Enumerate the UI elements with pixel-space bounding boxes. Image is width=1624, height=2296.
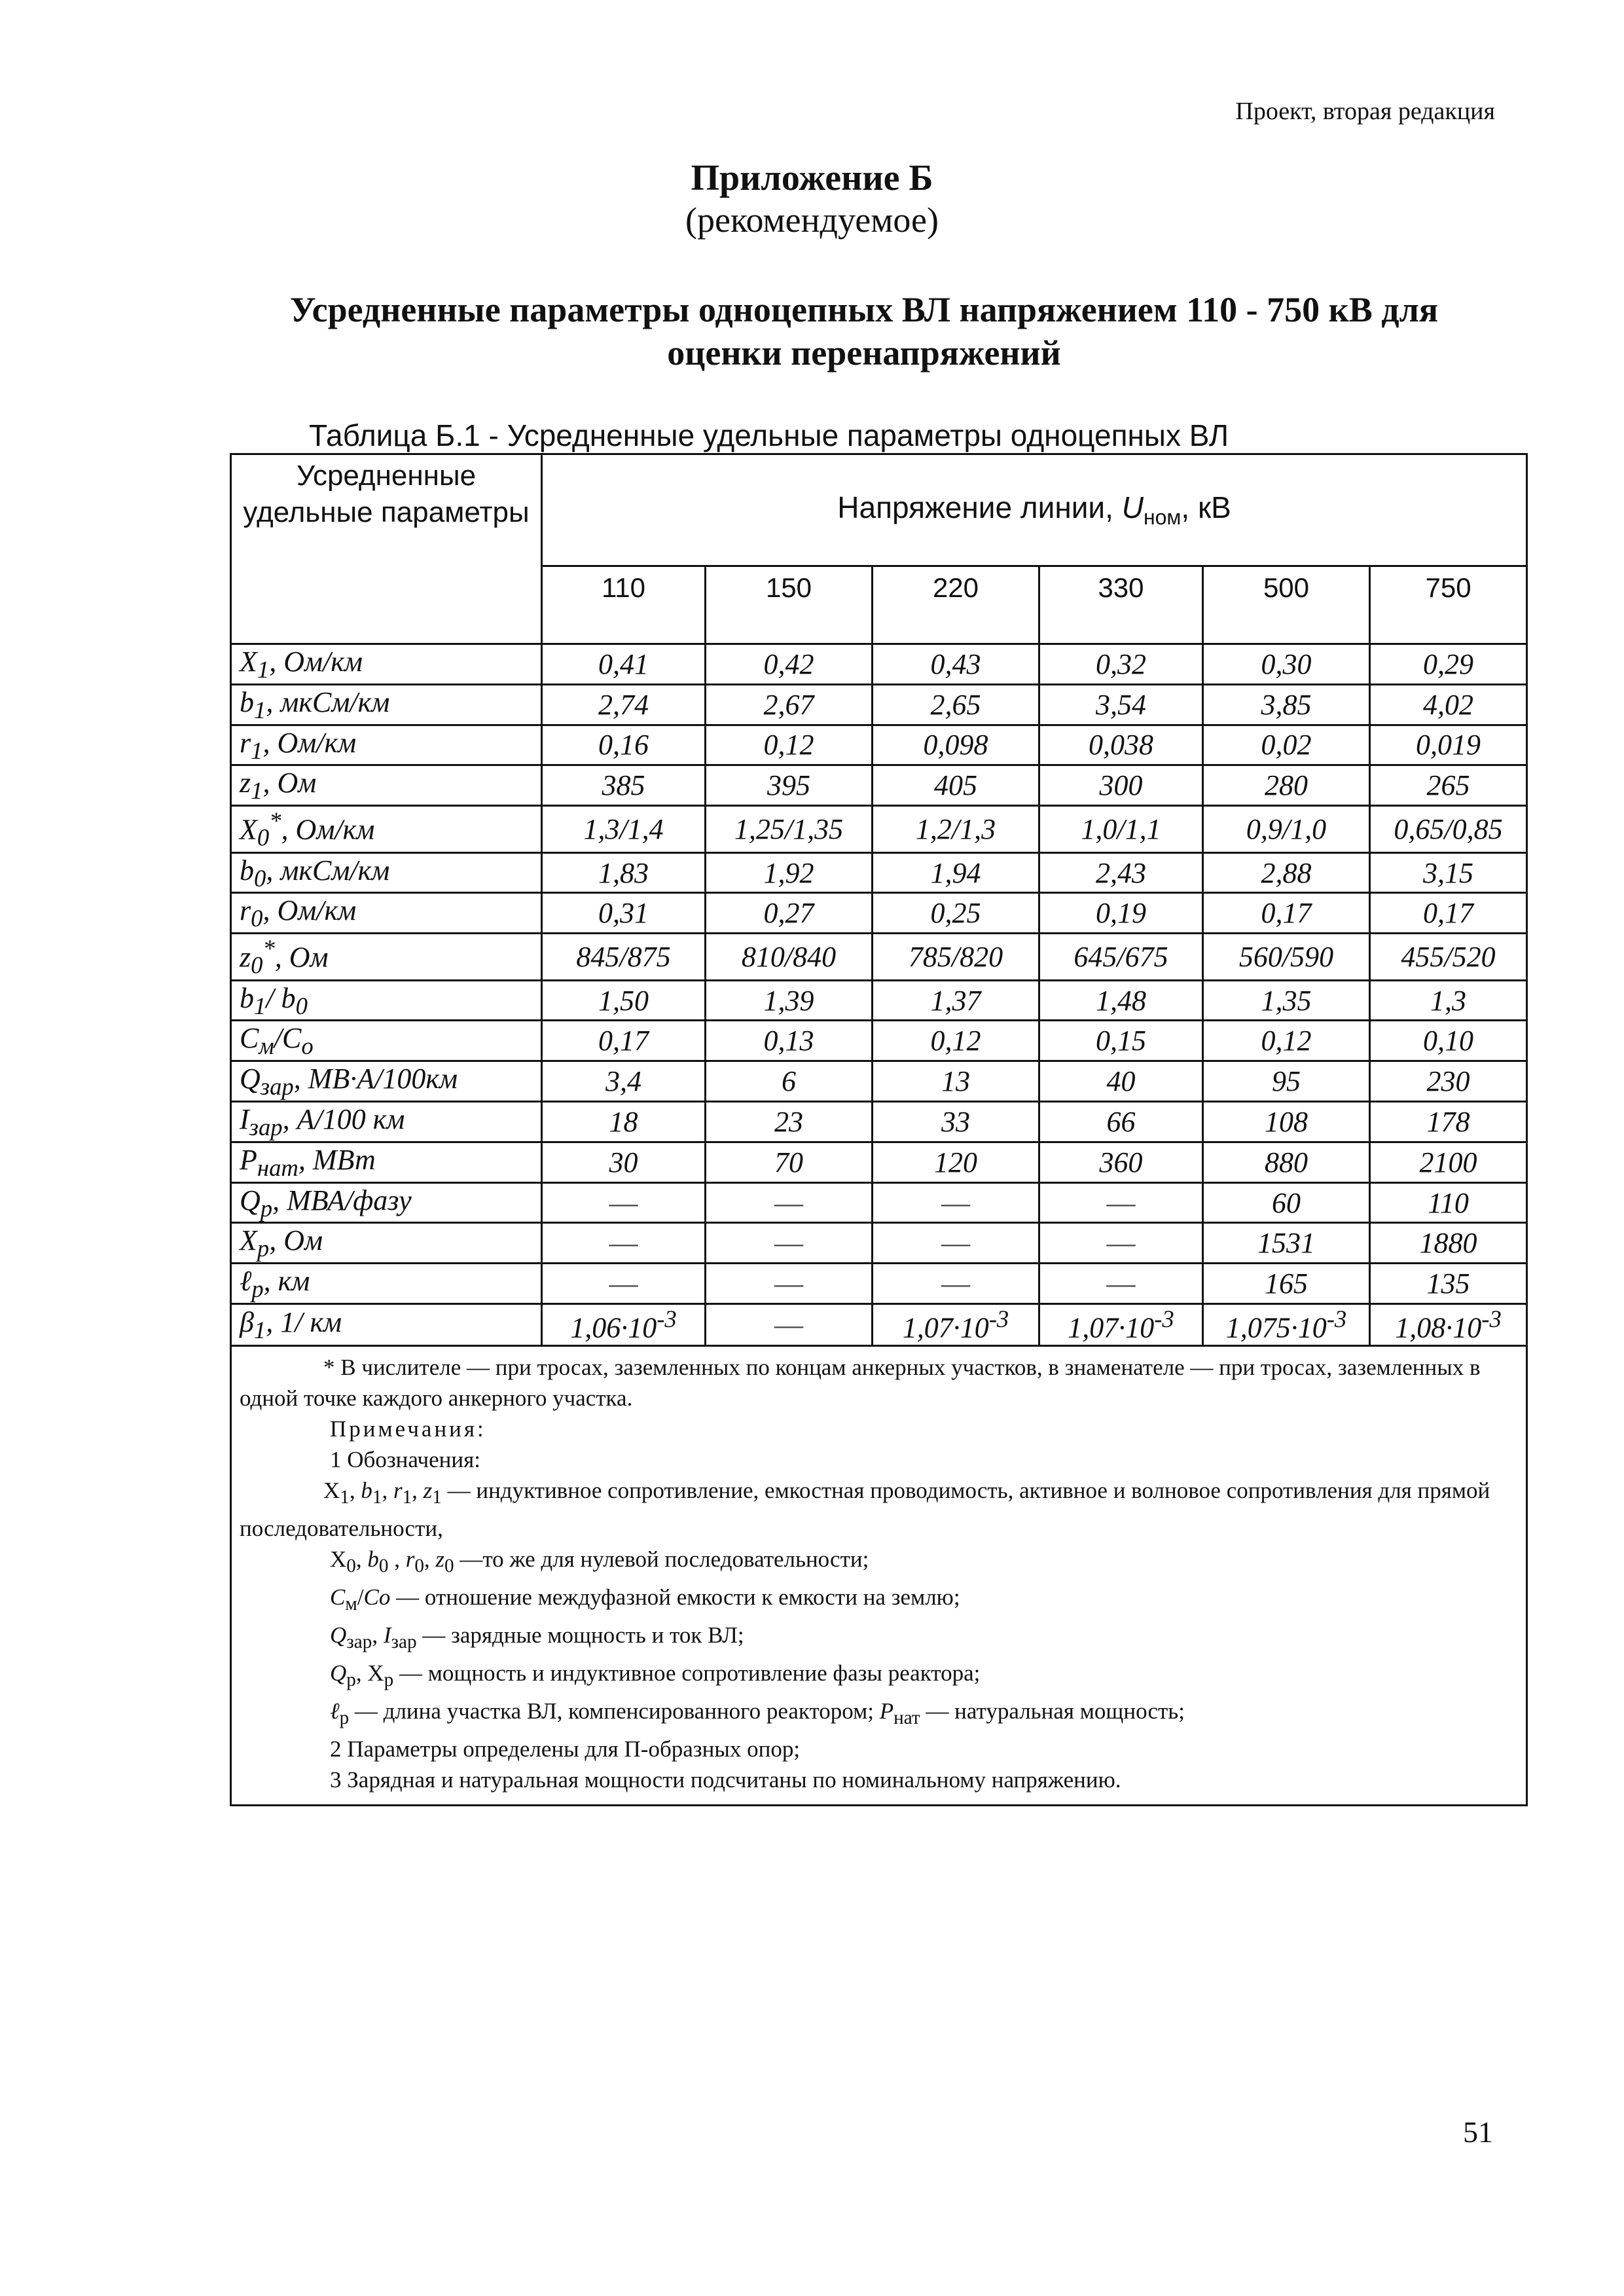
value-cell: 60 — [1203, 1182, 1370, 1223]
value-cell: 3,15 — [1370, 852, 1527, 893]
param-name-cell: $z_0^*$, Ом — [231, 934, 542, 980]
value-cell: 0,10 — [1370, 1021, 1527, 1061]
note-line: 1 Обозначения: — [330, 1446, 480, 1472]
param-name-cell: $\beta_1$, 1/ км — [231, 1304, 542, 1346]
param-name-cell: $I_{зар}$, А/100 км — [231, 1102, 542, 1142]
table-row — [231, 1304, 1527, 1346]
value-cell: 1,50 — [542, 980, 706, 1021]
value-cell: 108 — [1203, 1102, 1370, 1142]
param-name-cell: $z_1$, Ом — [231, 765, 542, 806]
table-row — [231, 644, 1527, 685]
value-cell: 0,65/0,85 — [1370, 806, 1527, 852]
value-cell: 1531 — [1203, 1223, 1370, 1264]
value-cell: 1,37 — [873, 980, 1039, 1021]
note-line: 2 Параметры определены для П-образных опор; — [330, 1736, 801, 1762]
table-row — [231, 1061, 1527, 1102]
value-cell: — — [542, 1182, 706, 1223]
value-cell: 1,39 — [706, 980, 873, 1021]
value-cell: 785/820 — [873, 934, 1039, 980]
table-row — [231, 765, 1527, 806]
value-cell: 0,9/1,0 — [1203, 806, 1370, 852]
value-cell: — — [873, 1223, 1039, 1264]
draft-status-label: Проект, вторая редакция — [1235, 98, 1495, 125]
value-cell: $1,08\cdot 10^{-3}$ — [1370, 1304, 1527, 1346]
value-cell: 0,17 — [542, 1021, 706, 1061]
value-cell: — — [542, 1264, 706, 1304]
param-column-header: Усредненные удельные параметры — [231, 454, 542, 644]
appendix-heading — [0, 157, 1624, 241]
document-title-line-2: оценки перенапряжений — [667, 333, 1061, 373]
table-row — [231, 893, 1527, 934]
value-cell: 1,35 — [1203, 980, 1370, 1021]
value-cell: — — [1039, 1264, 1203, 1304]
value-cell: 0,27 — [706, 893, 873, 934]
voltage-header-text: Напряжение линии, $U_{ном}$, кВ — [837, 490, 1231, 530]
param-name-cell: $C_м/C_o$ — [231, 1021, 542, 1061]
value-cell: — — [1039, 1182, 1203, 1223]
value-cell: 0,15 — [1039, 1021, 1203, 1061]
value-cell: 1880 — [1370, 1223, 1527, 1264]
value-cell: 33 — [873, 1102, 1039, 1142]
table-row — [231, 1223, 1527, 1264]
param-name-cell: $r_0$, Ом/км — [231, 893, 542, 934]
document-title-line-1: Усредненные параметры одноцепных ВЛ напряжением 110 - 750 кВ для — [289, 290, 1439, 329]
appendix-subtitle: (рекомендуемое) — [685, 200, 939, 240]
param-name-cell: $X_0^*$, Ом/км — [231, 806, 542, 852]
value-cell: — — [873, 1264, 1039, 1304]
table-row — [231, 980, 1527, 1021]
value-cell: 360 — [1039, 1142, 1203, 1182]
value-cell: 0,31 — [542, 893, 706, 934]
value-cell: 3,54 — [1039, 684, 1203, 725]
value-cell: 0,19 — [1039, 893, 1203, 934]
value-cell: 845/875 — [542, 934, 706, 980]
value-cell: 0,42 — [706, 644, 873, 685]
note-line: $Q_{зар}$, $I_{зар}$ — зарядные мощность и ток ВЛ; — [330, 1622, 744, 1652]
notes-cell — [231, 1345, 1527, 1805]
value-cell: 0,019 — [1370, 725, 1527, 765]
voltage-cell: 500 — [1203, 566, 1370, 644]
value-cell: 0,43 — [873, 644, 1039, 685]
value-cell: 0,12 — [873, 1021, 1039, 1061]
value-cell: 2,43 — [1039, 852, 1203, 893]
note-line: 3 Зарядная и натуральная мощности подсчитаны по номинальному напряжению. — [330, 1766, 1121, 1793]
value-cell: 178 — [1370, 1102, 1527, 1142]
param-name-cell: $b_1/$ $b_0$ — [231, 980, 542, 1021]
voltage-cell: 110 — [542, 566, 706, 644]
value-cell: 280 — [1203, 765, 1370, 806]
value-cell: 0,17 — [1203, 893, 1370, 934]
value-cell: 0,32 — [1039, 644, 1203, 685]
value-cell: 40 — [1039, 1061, 1203, 1102]
notes-title: Примечания: — [330, 1415, 486, 1442]
param-name-cell: $r_1$, Ом/км — [231, 725, 542, 765]
value-cell: $1,07\cdot 10^{-3}$ — [873, 1304, 1039, 1346]
table-row — [231, 684, 1527, 725]
table-row — [231, 1142, 1527, 1182]
table-row — [231, 1021, 1527, 1061]
value-cell: 1,48 — [1039, 980, 1203, 1021]
param-name-cell: $X_р$, Ом — [231, 1223, 542, 1264]
value-cell: 1,0/1,1 — [1039, 806, 1203, 852]
value-cell: 120 — [873, 1142, 1039, 1182]
document-title — [223, 288, 1506, 374]
voltage-cell: 220 — [873, 566, 1039, 644]
value-cell: 265 — [1370, 765, 1527, 806]
table-caption: Таблица Б.1 - Усредненные удельные параметры одноцепных ВЛ — [309, 418, 1229, 452]
value-cell: 1,25/1,35 — [706, 806, 873, 852]
table-row — [231, 1264, 1527, 1304]
value-cell: 0,02 — [1203, 725, 1370, 765]
value-cell: 1,92 — [706, 852, 873, 893]
parameters-table — [230, 453, 1528, 1806]
value-cell: 300 — [1039, 765, 1203, 806]
value-cell: 3,4 — [542, 1061, 706, 1102]
value-cell: 560/590 — [1203, 934, 1370, 980]
notes-row — [231, 1345, 1527, 1805]
value-cell: 0,25 — [873, 893, 1039, 934]
value-cell: 2100 — [1370, 1142, 1527, 1182]
note-line: $X_1$, $b_1$, $r_1$, $z_1$ — индуктивное сопротивление, емкостная проводимость, активное и волновое сопротивления для прямой последовательности, — [240, 1477, 1490, 1541]
value-cell: 0,12 — [1203, 1021, 1370, 1061]
value-cell: 13 — [873, 1061, 1039, 1102]
note-line: $C_м/Co$ — отношение междуфазной емкости к емкости на землю; — [330, 1584, 960, 1614]
value-cell: 385 — [542, 765, 706, 806]
param-name-cell: ℓ$_р$, км — [231, 1264, 542, 1304]
value-cell: 0,29 — [1370, 644, 1527, 685]
value-cell: 0,12 — [706, 725, 873, 765]
value-cell: 0,038 — [1039, 725, 1203, 765]
param-name-cell: $Q_{зар}$, МВ·А/100км — [231, 1061, 542, 1102]
value-cell: $1,06\cdot 10^{-3}$ — [542, 1304, 706, 1346]
value-cell: 23 — [706, 1102, 873, 1142]
value-cell: 1,2/1,3 — [873, 806, 1039, 852]
param-name-cell: $b_0$, мкСм/км — [231, 852, 542, 893]
value-cell: — — [873, 1182, 1039, 1223]
value-cell: — — [706, 1223, 873, 1264]
value-cell: — — [706, 1304, 873, 1346]
value-cell: $1,075\cdot 10^{-3}$ — [1203, 1304, 1370, 1346]
voltage-header — [542, 454, 1527, 566]
voltage-cell: 330 — [1039, 566, 1203, 644]
value-cell: 18 — [542, 1102, 706, 1142]
value-cell: 1,94 — [873, 852, 1039, 893]
value-cell: 455/520 — [1370, 934, 1527, 980]
value-cell: 810/840 — [706, 934, 873, 980]
note-line: ℓ$_р$ — длина участка ВЛ, компенсированного реактором; $P_{нат}$ — натуральная мощность; — [330, 1698, 1185, 1728]
value-cell: — — [1039, 1223, 1203, 1264]
note-line: $X_0$, $b_0$ , $r_0$, $z_0$ —то же для нулевой последовательности; — [330, 1546, 869, 1576]
param-name-cell: $b_1$, мкСм/км — [231, 684, 542, 725]
value-cell: 135 — [1370, 1264, 1527, 1304]
value-cell: 0,16 — [542, 725, 706, 765]
table-row — [231, 806, 1527, 852]
value-cell: — — [706, 1182, 873, 1223]
value-cell: 95 — [1203, 1061, 1370, 1102]
table-row — [231, 725, 1527, 765]
value-cell: 2,65 — [873, 684, 1039, 725]
value-cell: 1,3/1,4 — [542, 806, 706, 852]
value-cell: 395 — [706, 765, 873, 806]
value-cell: 0,41 — [542, 644, 706, 685]
value-cell: 0,17 — [1370, 893, 1527, 934]
table-row — [231, 852, 1527, 893]
value-cell: 645/675 — [1039, 934, 1203, 980]
value-cell: 2,67 — [706, 684, 873, 725]
table-header-row — [231, 454, 1527, 566]
value-cell: 110 — [1370, 1182, 1527, 1223]
value-cell: $1,07\cdot 10^{-3}$ — [1039, 1304, 1203, 1346]
value-cell: 6 — [706, 1061, 873, 1102]
value-cell: 0,098 — [873, 725, 1039, 765]
value-cell: 4,02 — [1370, 684, 1527, 725]
value-cell: 1,3 — [1370, 980, 1527, 1021]
value-cell: 2,88 — [1203, 852, 1370, 893]
page-number: 51 — [1463, 2115, 1493, 2149]
note-line: $Q_р$, $X_р$ — мощность и индуктивное сопротивление фазы реактора; — [330, 1660, 981, 1690]
value-cell: 405 — [873, 765, 1039, 806]
value-cell: 0,30 — [1203, 644, 1370, 685]
value-cell: 66 — [1039, 1102, 1203, 1142]
param-name-cell: $P_{нат}$, МВт — [231, 1142, 542, 1182]
param-name-cell: $Q_р$, МВА/фазу — [231, 1182, 542, 1223]
value-cell: 2,74 — [542, 684, 706, 725]
value-cell: — — [542, 1223, 706, 1264]
table-row — [231, 934, 1527, 980]
value-cell: — — [706, 1264, 873, 1304]
table-row — [231, 1102, 1527, 1142]
value-cell: 230 — [1370, 1061, 1527, 1102]
appendix-title: Приложение Б — [691, 158, 933, 198]
value-cell: 880 — [1203, 1142, 1370, 1182]
table-row — [231, 1182, 1527, 1223]
param-name-cell: $X_1$, Ом/км — [231, 644, 542, 685]
voltage-cell: 150 — [706, 566, 873, 644]
table-footnote: * В числителе — при тросах, заземленных по концам анкерных участков, в знаменателе — при тросах, заземленных в одной точке каждого анкерного участка. — [240, 1354, 1481, 1411]
value-cell: 165 — [1203, 1264, 1370, 1304]
value-cell: 0,13 — [706, 1021, 873, 1061]
value-cell: 1,83 — [542, 852, 706, 893]
value-cell: 70 — [706, 1142, 873, 1182]
value-cell: 3,85 — [1203, 684, 1370, 725]
voltage-cell: 750 — [1370, 566, 1527, 644]
value-cell: 30 — [542, 1142, 706, 1182]
